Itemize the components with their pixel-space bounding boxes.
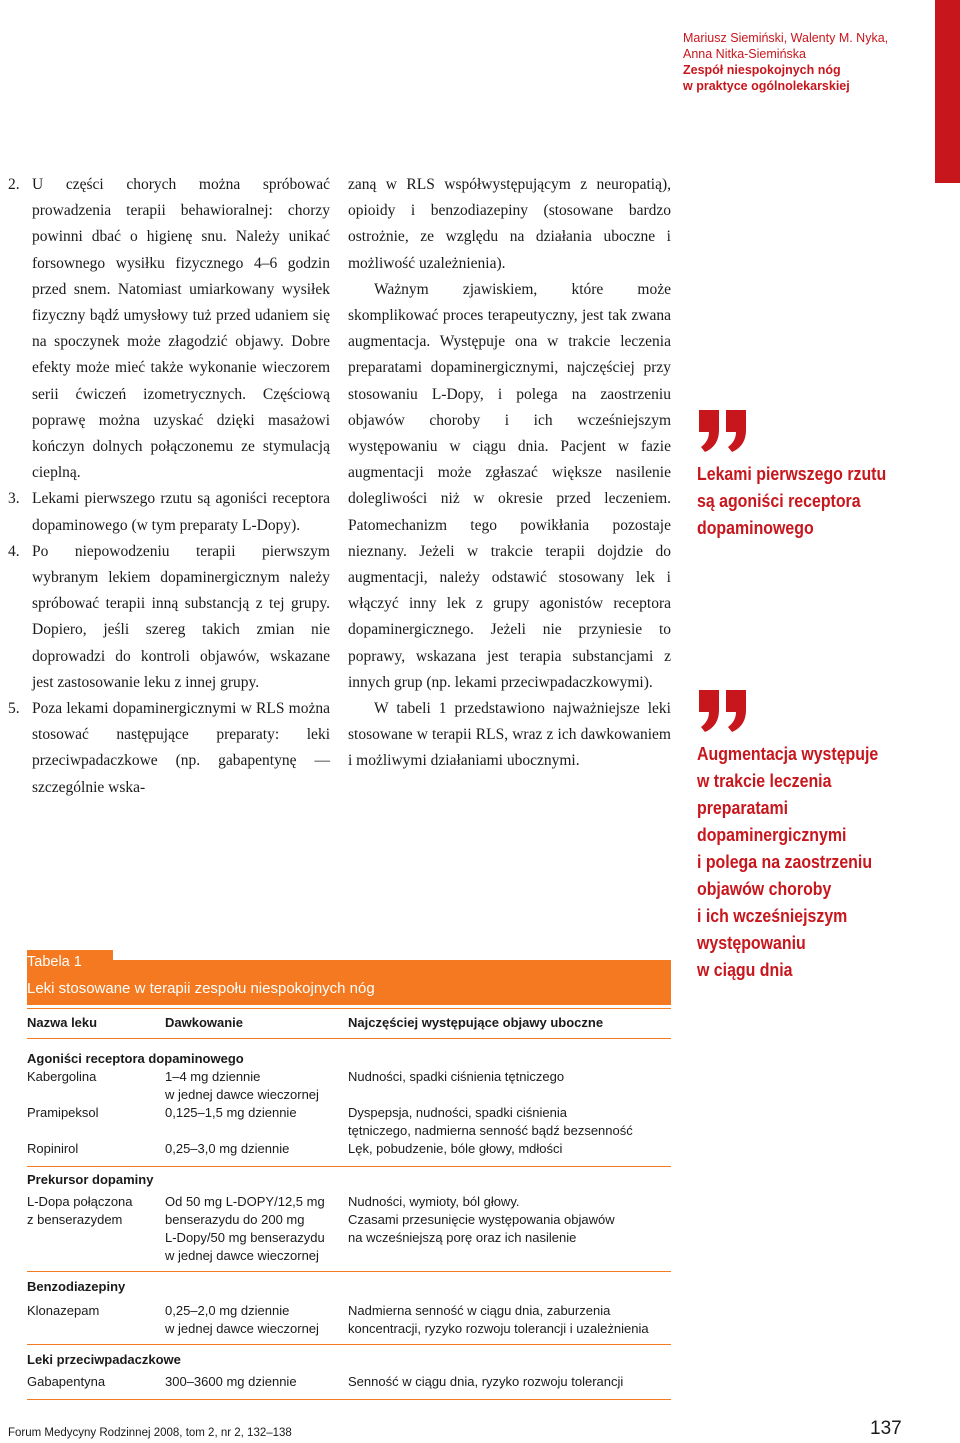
pull-quote-line: objawów choroby (697, 878, 832, 899)
quotation-marks-icon (697, 410, 749, 452)
table-row (27, 1068, 687, 1104)
list-number: 3. (8, 490, 20, 508)
pull-quote-line: w trakcie leczenia (697, 770, 832, 791)
list-text: Poza lekami dopaminergicznymi w RLS można stosować następujące preparaty: leki przeciwpadaczkowe (np. gabapentynę — szczególnie wska- (32, 700, 330, 796)
header-accent-bar (935, 0, 960, 183)
pull-quote-line: preparatami (697, 797, 789, 818)
table-header-name: Nazwa leku (27, 1015, 98, 1030)
list-number: 4. (8, 542, 20, 560)
table-divider (27, 1271, 671, 1272)
pull-quote-line: dopaminowego (697, 517, 814, 538)
drug-effects: Dyspepsja, nudności, spadki ciśnienia (348, 1105, 567, 1120)
drug-dose: 0,25–2,0 mg dziennie (165, 1303, 290, 1318)
drug-effects: Nadmierna senność w ciągu dnia, zaburzenia (348, 1303, 611, 1318)
table-divider (27, 1166, 671, 1167)
drug-effects: Senność w ciągu dnia, ryzyko rozwoju tolerancji (348, 1374, 624, 1389)
running-header (683, 30, 923, 94)
footer-citation: Forum Medycyny Rodzinnej 2008, tom 2, nr 2, 132–138 (8, 1427, 292, 1439)
table-row (27, 1193, 687, 1269)
header-title-1: Zespół niespokojnych nóg (683, 63, 841, 77)
drug-dose: Od 50 mg L-DOPY/12,5 mg (165, 1194, 325, 1209)
pull-quote-line: Augmentacja występuje (697, 743, 879, 764)
drug-effects: Nudności, spadki ciśnienia tętniczego (348, 1069, 565, 1084)
pull-quote-text (697, 740, 946, 983)
pull-quote-2 (697, 690, 947, 983)
drug-name: Kabergolina (27, 1069, 97, 1084)
table-divider (27, 1038, 671, 1039)
pull-quote-text (697, 460, 946, 541)
header-title-2: w praktyce ogólnolekarskiej (683, 79, 850, 93)
drug-dose: 1–4 mg dziennie (165, 1069, 261, 1084)
header-authors-2: Anna Nitka-Siemińska (683, 47, 806, 61)
pull-quote-line: Lekami pierwszego rzutu (697, 463, 887, 484)
middle-column (348, 172, 671, 775)
list-item-4 (8, 539, 330, 696)
drug-name: Gabapentyna (27, 1374, 106, 1389)
table-row (27, 1140, 687, 1162)
table-caption: Leki stosowane w terapii zespołu niespokojnych nóg (27, 980, 375, 997)
drug-dose: L-Dopy/50 mg benserazydu (165, 1230, 325, 1245)
drug-dose: w jednej dawce wieczornej (165, 1087, 319, 1102)
table-divider (27, 1008, 671, 1009)
drug-dose: w jednej dawce wieczornej (165, 1321, 319, 1336)
pull-quote-1 (697, 410, 947, 541)
table-label (27, 950, 113, 974)
paragraph: Ważnym zjawiskiem, które może skomplikować proces terapeutyczny, jest tak zwana augmentacja. Występuje ona w trakcie leczenia preparatami dopaminergicznymi, najczęściej przy stosowaniu L-Dopy, i polega na zaostrzeniu objawów choroby i ich wcześniejszym występowaniu w ciągu dnia. Pacjent w fazie augmentacji może zgłaszać większe nasilenie dolegliwości niż w okresie przed leczeniem. Patomechanizm tego powikłania pozostaje nieznany. Jeżeli w trakcie terapii dojdzie do augmentacji, należy odstawić stosowany lek i włączyć inny lek z grupy agonistów receptora dopaminergicznego. Jeżeli nie przyniesie to poprawy, wskazana jest terapia substancjami z innych grup (np. lekami przeciwpadaczkowymi). (348, 280, 671, 691)
table-header-effects: Najczęściej występujące objawy uboczne (348, 1015, 604, 1030)
list-text: U części chorych można spróbować prowadzenia terapii behawioralnej: chorzy powinni dbać o higienę snu. Należy unikać forsownego wysiłku fizycznego 4–6 godzin przed snem. Natomiast umiarkowany wysiłek fizyczny bądź umysłowy tuż przed udaniem się na spoczynek może złagodzić objawy. Dobre efekty może mieć także wykonanie wieczorem serii ćwiczeń izometrycznych. Częściową poprawę można uzyskać dzięki masażowi kończyn dolnych połączonemu ze stymulacją cieplną. (32, 176, 330, 482)
drug-name: Ropinirol (27, 1141, 79, 1156)
paragraph: zaną w RLS współwystępującym z neuropatią), opioidy i benzodiazepiny (stosowane bardzo ostrożnie, ze względu na działania uboczne i możliwość uzależnienia). (348, 176, 671, 272)
list-number: 5. (8, 700, 20, 718)
page-number: 137 (870, 1418, 902, 1439)
list-text: Po niepowodzeniu terapii pierwszym wybranym lekiem dopaminergicznym należy spróbować terapii inną substancją z tej grupy. Dopiero, jeśli szereg takich zmian nie doprowadzi do kontroli objawów, wskazane jest zastosowanie leku z innej grupy. (32, 542, 330, 691)
quotation-marks-icon (697, 690, 749, 732)
table-row (27, 1302, 687, 1342)
paragraph: W tabeli 1 przedstawiono najważniejsze leki stosowane w terapii RLS, wraz z ich dawkowaniem i możliwymi działaniami ubocznymi. (348, 700, 671, 770)
table-group-title: Agoniści receptora dopaminowego (27, 1051, 244, 1066)
header-authors-1: Mariusz Siemiński, Walenty M. Nyka, (683, 31, 889, 45)
pull-quote-line: dopaminergicznymi (697, 824, 847, 845)
drug-name: L-Dopa połączona (27, 1194, 133, 1209)
pull-quote-line: występowaniu (697, 932, 806, 953)
list-number: 2. (8, 176, 20, 193)
drug-effects: na wcześniejszą porę oraz ich nasilenie (348, 1230, 577, 1245)
table-divider (27, 1344, 671, 1345)
drug-name: Klonazepam (27, 1303, 100, 1318)
drug-dose: w jednej dawce wieczornej (165, 1248, 319, 1263)
drug-name: Pramipeksol (27, 1105, 99, 1120)
drug-effects: koncentracji, ryzyko rozwoju tolerancji i uzależnienia (348, 1321, 649, 1336)
drug-table (27, 1048, 687, 1400)
table-label-text: Tabela 1 (27, 954, 82, 970)
drug-effects: Lęk, pobudzenie, bóle głowy, mdłości (348, 1141, 563, 1156)
table-row (27, 1373, 687, 1397)
drug-name: z benserazydem (27, 1212, 123, 1227)
table-group-title: Leki przeciwpadaczkowe (27, 1352, 181, 1367)
left-column (8, 172, 330, 801)
drug-dose: 0,125–1,5 mg dziennie (165, 1105, 297, 1120)
table-group-title: Prekursor dopaminy (27, 1172, 154, 1187)
drug-dose: 0,25–3,0 mg dziennie (165, 1141, 290, 1156)
drug-effects: Czasami przesunięcie występowania objawów (348, 1212, 615, 1227)
list-item-2 (8, 172, 330, 486)
drug-dose: 300–3600 mg dziennie (165, 1374, 297, 1389)
list-item-5 (8, 696, 330, 801)
list-item-3 (8, 486, 330, 538)
pull-quote-line: i polega na zaostrzeniu (697, 851, 873, 872)
table-row (27, 1104, 687, 1140)
table-divider (27, 1399, 671, 1400)
pull-quote-line: i ich wcześniejszym (697, 905, 848, 926)
pull-quote-line: są agoniści receptora (697, 490, 861, 511)
list-text: Lekami pierwszego rzutu są agoniści receptora dopaminowego (w tym preparaty L-Dopy). (32, 490, 330, 534)
table-header-dose: Dawkowanie (165, 1015, 244, 1030)
drug-effects: tętniczego, nadmierna senność bądź bezsenność (348, 1123, 633, 1138)
pull-quote-line: w ciągu dnia (697, 959, 793, 980)
table-group-title: Benzodiazepiny (27, 1279, 126, 1294)
drug-effects: Nudności, wymioty, ból głowy. (348, 1194, 520, 1209)
drug-dose: benserazydu do 200 mg (165, 1212, 305, 1227)
